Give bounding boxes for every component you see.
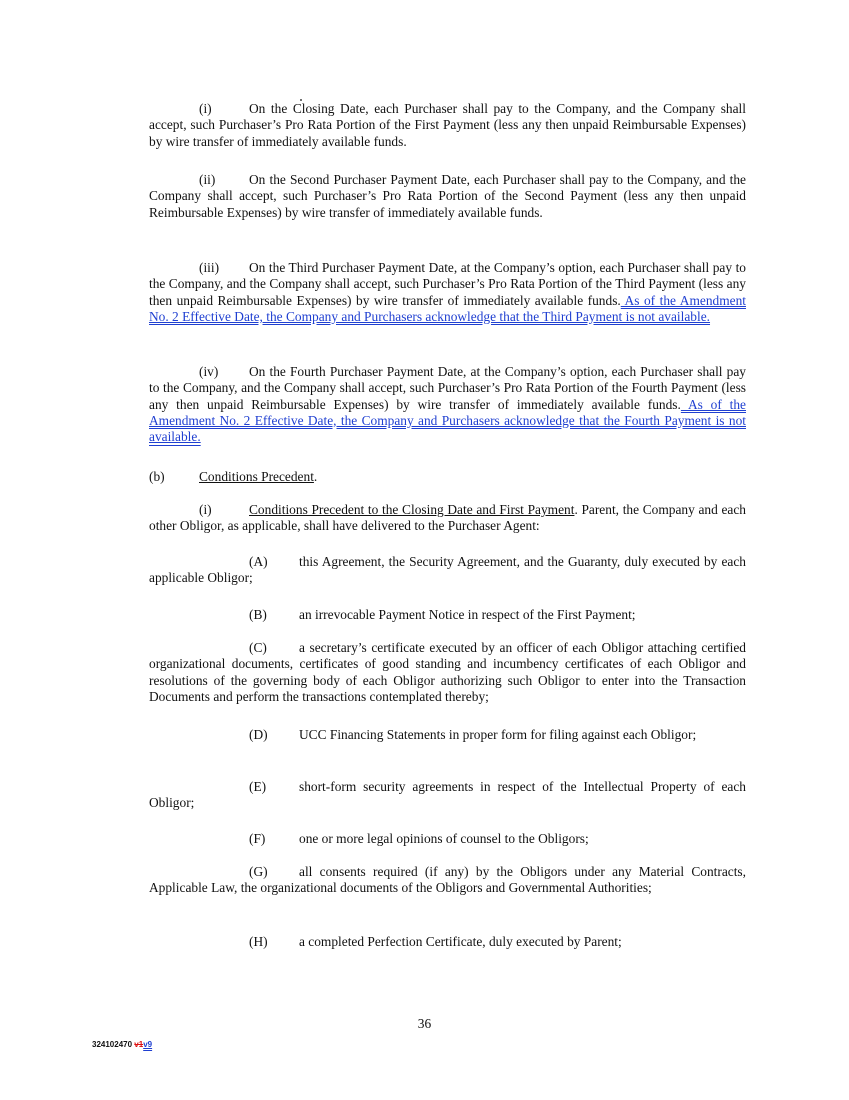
deleted-version: v1 xyxy=(134,1040,144,1049)
item-F: (F) one or more legal opinions of counsel to the Obligors; xyxy=(249,831,589,846)
item-D: (D) UCC Financing Statements in proper form for filing against each Obligor; xyxy=(249,727,697,742)
item-B: (B) an irrevocable Payment Notice in respect of the First Payment; xyxy=(249,607,636,622)
paragraph-ii: (ii) On the Second Purchaser Payment Date, each Purchaser shall pay to the Company, and the Company shall accept, such Purchaser’s Pro Rata Portion of the Second Payment (less any then unpaid Reimbursable Expenses) by wire transfer of immediately available funds. xyxy=(149,172,746,220)
paragraph-b-i: (i) Conditions Precedent to the Closing Date and First Payment. Parent, the Company and each other Obligor, as applicable, shall have delivered to the Purchaser Agent: xyxy=(149,502,746,534)
item-A: (A) this Agreement, the Security Agreement, and the Guaranty, duly executed by each applicable Obligor; xyxy=(149,554,746,586)
item-C: (C) a secretary’s certificate executed by an officer of each Obligor attaching certified organizational documents, certificates of good standing and incumbency certificates of each Obligor and resolutions of the governing body of each Obligor authorizing such Obligor to enter into the Transaction Documents and perform the transactions contemplated thereby; xyxy=(149,640,746,704)
section-b-heading: (b) Conditions Precedent. xyxy=(149,469,318,484)
inserted-text: As of the Amendment No. 2 Effective Date, the Company and Purchasers acknowledge that the Third Payment is not available. xyxy=(149,292,746,324)
item-G: (G) all consents required (if any) by the Obligors under any Material Contracts, Applicable Law, the organizational documents of the Obligors and Governmental Authorities; xyxy=(149,864,746,896)
page-number: 36 xyxy=(417,1016,432,1031)
inserted-version: v9 xyxy=(143,1040,153,1049)
paragraph-iii: (iii) On the Third Purchaser Payment Date, at the Company’s option, each Purchaser shall pay to the Company, and the Company shall accept, such Purchaser’s Pro Rata Portion of the Third Payment (less any then unpaid Reimbursable Expenses) by wire transfer of immediately available funds. As of the Amendment No. 2 Effective Date, the Company and Purchasers acknowledge that the Third Payment is not available. xyxy=(149,260,746,324)
item-H: (H) a completed Perfection Certificate, duly executed by Parent; xyxy=(249,934,622,949)
paragraph-iv: (iv) On the Fourth Purchaser Payment Date, at the Company’s option, each Purchaser shall pay to the Company, and the Company shall accept, such Purchaser’s Pro Rata Portion of the Fourth Payment (less any then unpaid Reimbursable Expenses) by wire transfer of immediately available funds. As of the Amendment No. 2 Effective Date, the Company and Purchasers acknowledge that the Fourth Payment is not available. xyxy=(149,364,746,445)
inserted-text: As of the Amendment No. 2 Effective Date, the Company and Purchasers acknowledge that the Fourth Payment is not available. xyxy=(149,396,746,445)
item-E: (E) short-form security agreements in respect of the Intellectual Property of each Obligor; xyxy=(149,779,746,811)
paragraph-i: (i) On the Closing Date, each Purchaser shall pay to the Company, and the Company shall accept, such Purchaser’s Pro Rata Portion of the First Payment (less any then unpaid Reimbursable Expenses) by wire transfer of immediately available funds. xyxy=(149,101,746,149)
document-footer-id: 324102470 v1v9 xyxy=(92,1040,153,1049)
